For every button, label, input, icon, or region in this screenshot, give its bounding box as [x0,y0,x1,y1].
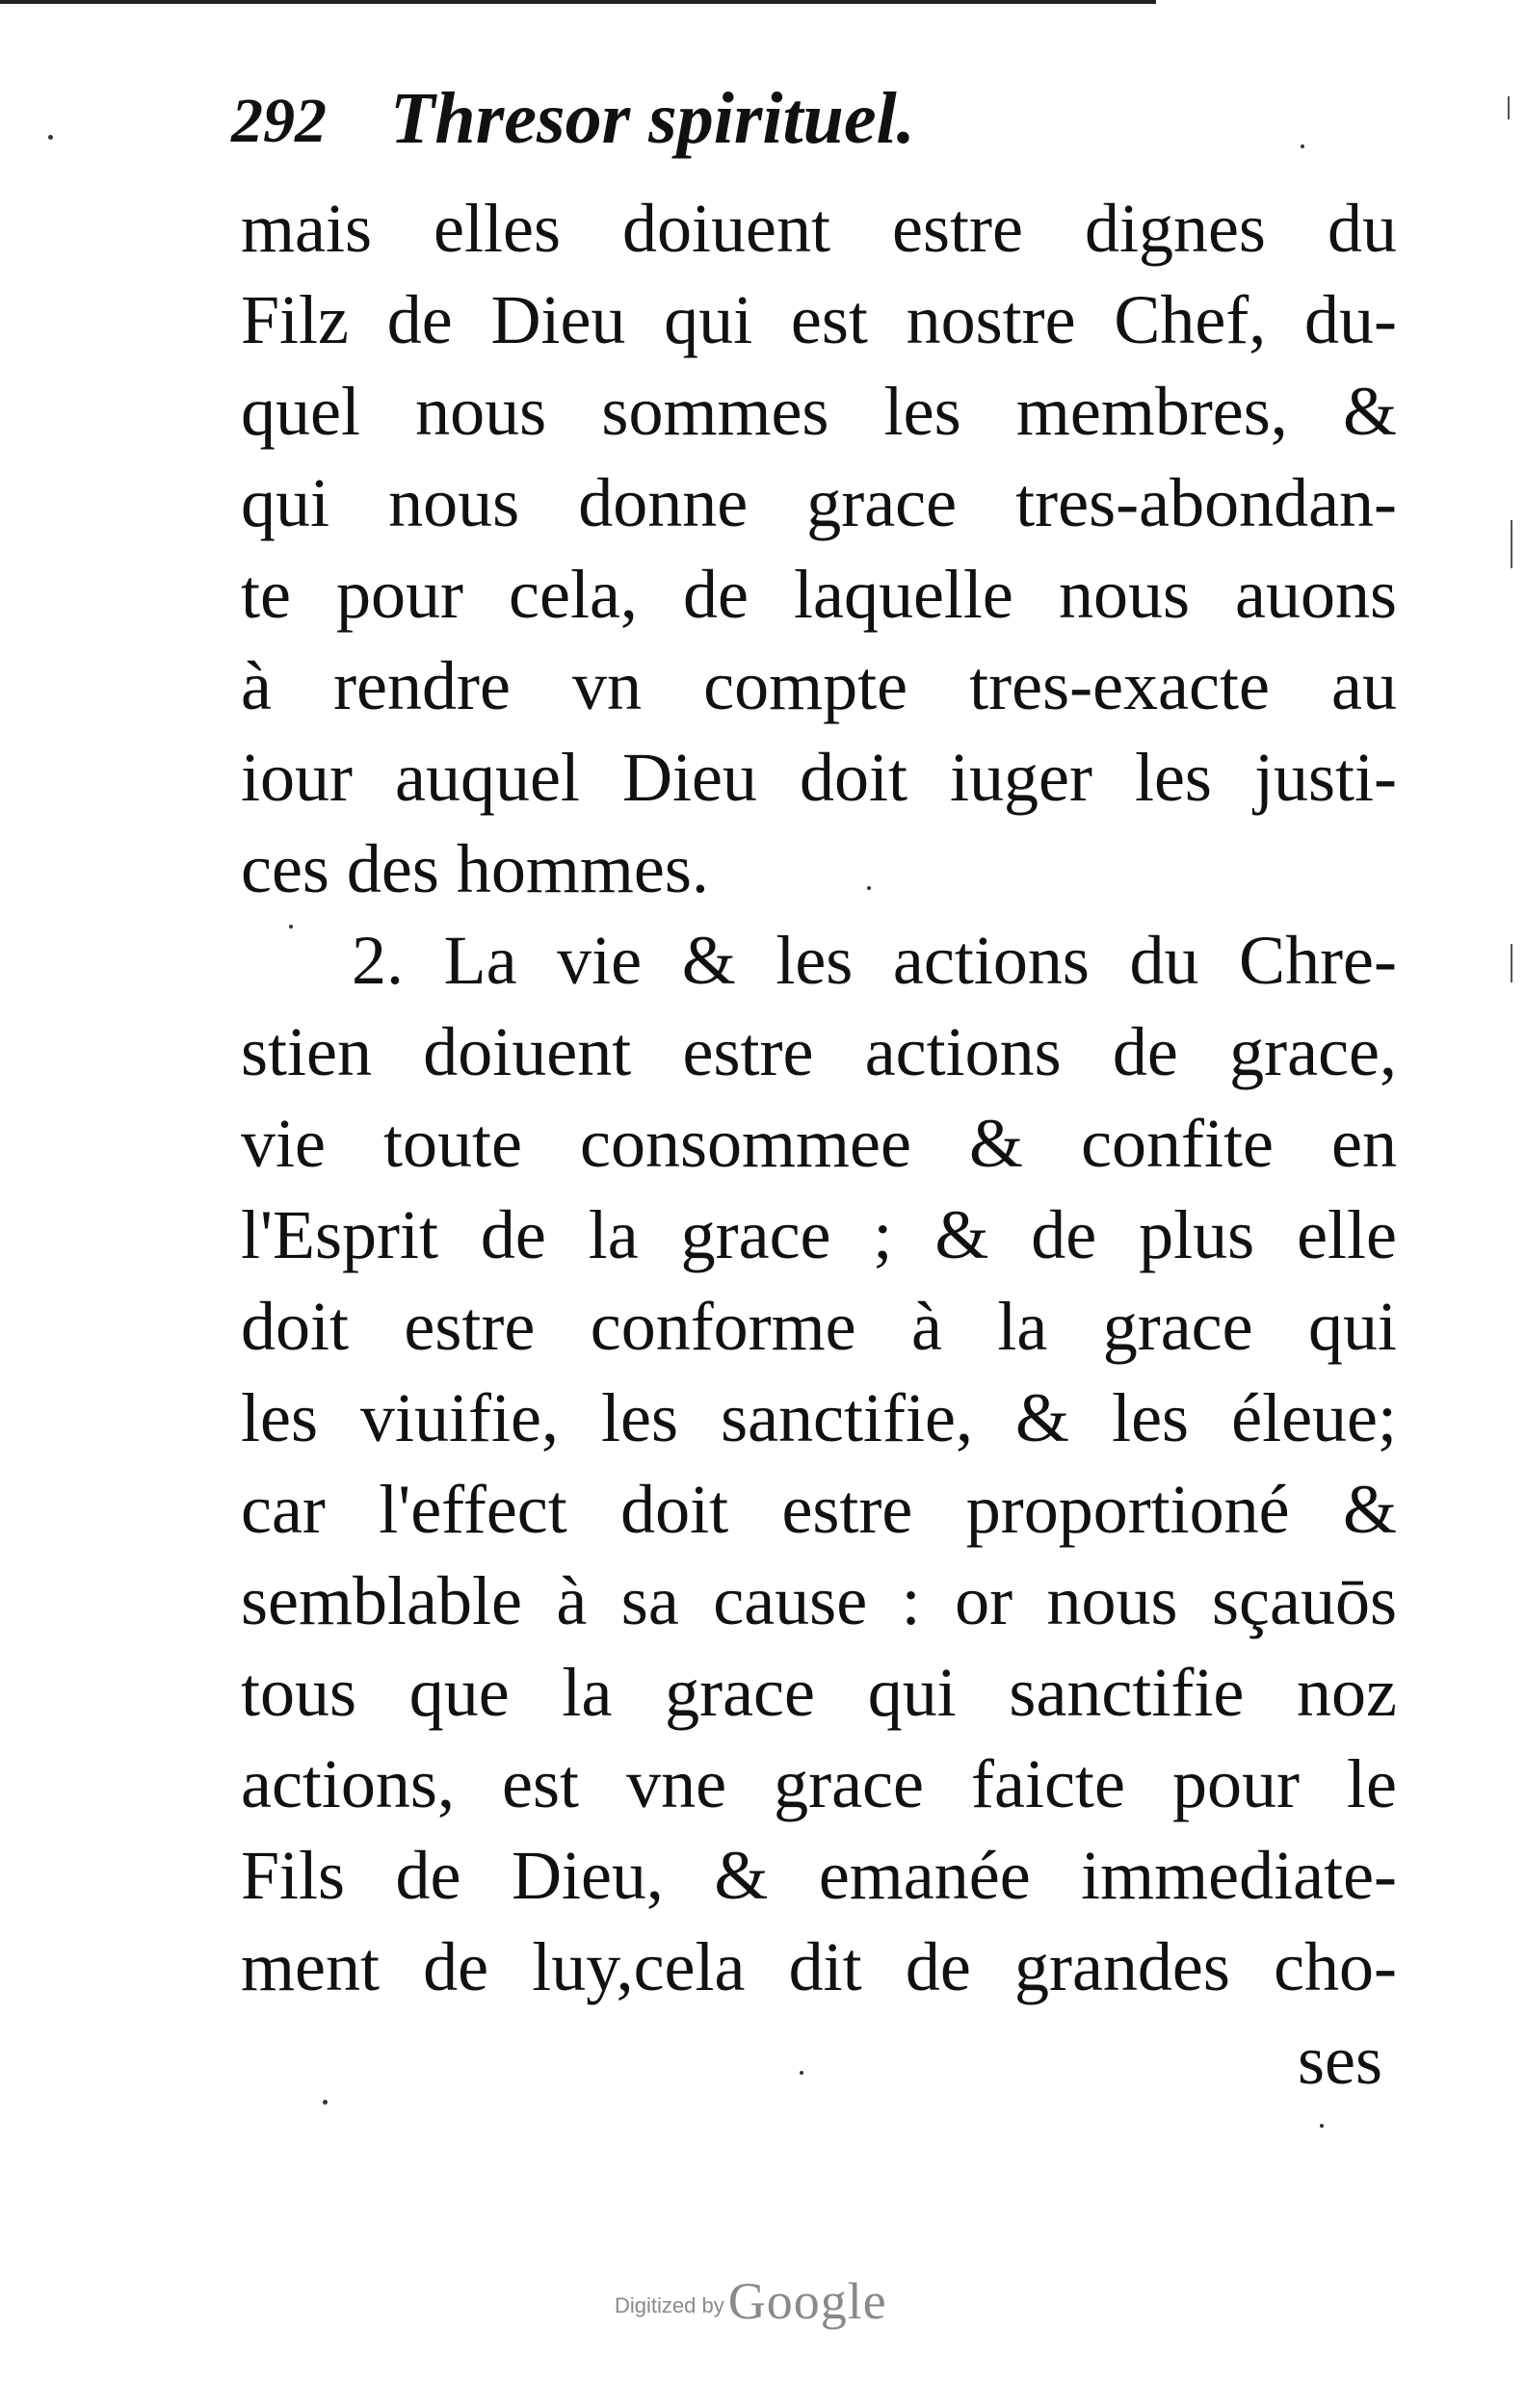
text-line: stien doiuent estre actions de grace, [241,1013,1397,1090]
page-edge-mark [1508,96,1510,119]
running-title: Thresor spirituel. [390,78,915,159]
text-line: à rendre vn compte tres-exacte au [241,647,1397,724]
text-line: tous que la grace qui sanctifie noz [241,1654,1397,1731]
text-line: ces des hommes. [241,830,709,907]
text-line: ment de luy,cela dit de grandes cho- [241,1928,1397,2005]
page-edge-mark [1511,944,1512,982]
page-header [231,77,1387,164]
catchword: ses [1298,2022,1382,2099]
text-line: te pour cela, de laquelle nous auons [241,556,1397,633]
text-line: iour auquel Dieu doit iuger les justi- [241,739,1397,816]
scan-speck [289,925,293,929]
page-edge-mark [1511,520,1512,568]
text-line: semblable à sa cause : or nous sçauōs [241,1562,1397,1639]
scan-speck [1301,144,1304,148]
text-line: qui nous donne grace tres-abondan- [241,464,1397,541]
text-line: quel nous sommes les membres, & [241,373,1397,450]
digitized-watermark [615,2271,887,2331]
digitized-label: Digitized by [615,2293,724,2317]
scan-speck [867,886,871,890]
page-number: 292 [231,86,327,156]
text-line-paragraph-start: 2. La vie & les actions du Chre- [352,922,1397,999]
scan-speck [48,135,53,140]
text-line: l'Esprit de la grace ; & de plus elle [241,1196,1397,1273]
body-text [241,183,1397,2013]
top-edge-rule [0,0,1156,4]
google-logo: Google [727,2272,887,2330]
scan-speck [323,2100,328,2105]
text-line: Filz de Dieu qui est nostre Chef, du- [241,281,1397,358]
scan-speck [800,2071,803,2075]
scan-speck [1320,2124,1324,2128]
text-line: doit estre conforme à la grace qui [241,1288,1397,1365]
text-line: actions, est vne grace faicte pour le [241,1745,1397,1822]
text-line: car l'effect doit estre proportioné & [241,1471,1397,1548]
text-line: vie toute consommee & confite en [241,1105,1397,1182]
text-line: les viuifie, les sanctifie, & les éleue; [241,1379,1397,1456]
text-line: Fils de Dieu, & emanée immediate- [241,1837,1397,1914]
text-line: mais elles doiuent estre dignes du [241,190,1397,267]
